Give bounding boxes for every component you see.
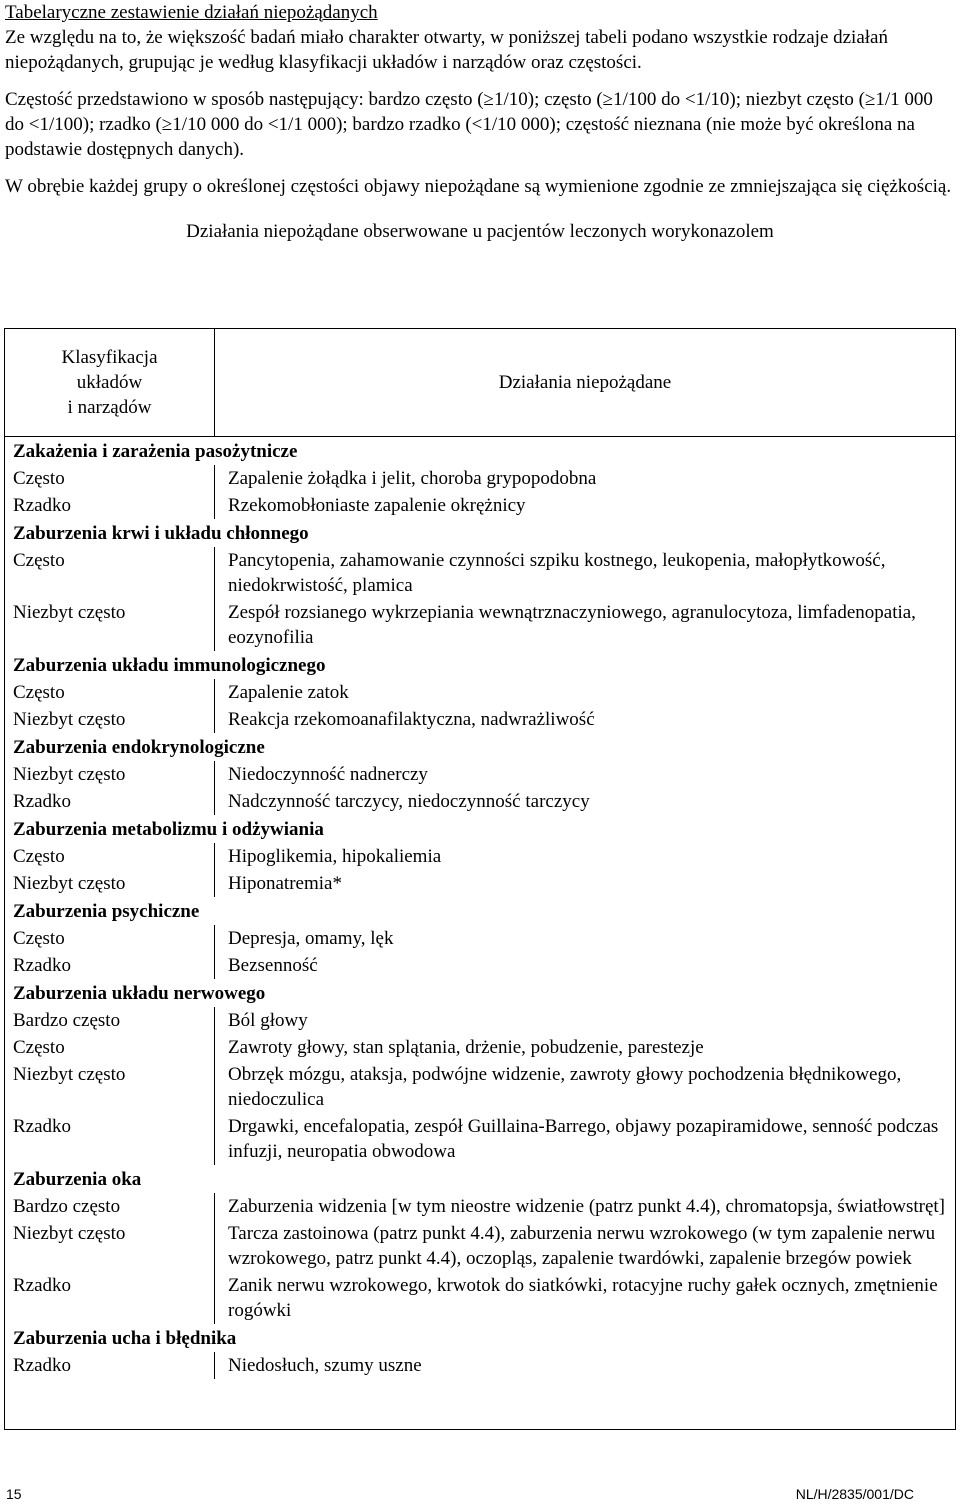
frequency-cell: Rzadko [5, 1352, 215, 1379]
effect-cell: Zapalenie zatok [228, 682, 349, 703]
group-heading: Zaburzenia psychiczne [13, 901, 200, 922]
intro-paragraph-2: Częstość przedstawiono w sposób następujący: bardzo często (≥1/10); często (≥1/100 do <1/10); niezbyt często (≥1/1 000 do <1/100); rzadko (≥1/10 000 do <1/1 000); bardzo rzadko (<1/10 000); częstość nieznana (nie może być określona na podstawie dostępnych danych). [5, 89, 933, 160]
effect-cell: Drgawki, encefalopatia, zespół Guillaina-Barrego, objawy pozapiramidowe, senność podczas infuzji, neuropatia obwodowa [228, 1116, 939, 1162]
group-heading: Zaburzenia metabolizmu i odżywiania [13, 819, 324, 840]
table-row [5, 599, 955, 651]
document-code: NL/H/2835/001/DC [795, 1486, 914, 1502]
frequency-cell: Niezbyt często [5, 870, 215, 897]
table-row [5, 1034, 955, 1061]
frequency-cell: Niezbyt często [5, 599, 215, 651]
table-row [5, 788, 955, 815]
frequency-cell: Niezbyt często [5, 1061, 215, 1113]
group-heading: Zaburzenia układu immunologicznego [13, 655, 326, 676]
table-row [5, 1113, 955, 1165]
frequency-cell: Bardzo często [5, 1007, 215, 1034]
table-row [5, 465, 955, 492]
table-row [5, 1007, 955, 1034]
table-row [5, 1193, 955, 1220]
effect-cell: Tarcza zastoinowa (patrz punkt 4.4), zaburzenia nerwu wzrokowego (w tym zapalenie nerwu wzrokowego, patrz punkt 4.4), oczopląs, zapalenie twardówki, zapalenie brzegów powiek [228, 1223, 936, 1269]
group-heading: Zaburzenia krwi i układu chłonnego [13, 523, 309, 544]
frequency-cell: Niezbyt często [5, 761, 215, 788]
table-caption: Działania niepożądane obserwowane u pacjentów leczonych worykonazolem [186, 221, 774, 242]
frequency-cell: Często [5, 547, 215, 599]
intro-paragraph-1: Ze względu na to, że większość badań miało charakter otwarty, w poniższej tabeli podano wszystkie rodzaje działań niepożądanych, grupując je według klasyfikacji układów i narządów oraz częstości. [5, 27, 888, 73]
frequency-cell: Często [5, 843, 215, 870]
table-row [5, 547, 955, 599]
effect-cell: Bezsenność [228, 955, 318, 976]
effect-cell: Ból głowy [228, 1010, 308, 1031]
effect-cell: Zanik nerwu wzrokowego, krwotok do siatkówki, rotacyjne ruchy gałek ocznych, zmętnienie rogówki [228, 1275, 938, 1321]
header-classification-line-2: układów [76, 372, 143, 393]
table-row [5, 1352, 955, 1379]
frequency-cell: Często [5, 465, 215, 492]
effect-cell: Zapalenie żołądka i jelit, choroba grypopodobna [228, 468, 597, 489]
header-effects-label: Działania niepożądane [498, 372, 672, 393]
frequency-cell: Niezbyt często [5, 1220, 215, 1272]
header-effects [215, 329, 955, 436]
header-classification-line-3: i narządów [67, 397, 152, 418]
adverse-effects-table [4, 328, 956, 1430]
effect-cell: Zaburzenia widzenia [w tym nieostre widzenie (patrz punkt 4.4), chromatopsja, światłowstręt] [228, 1196, 946, 1217]
effect-cell: Hiponatremia* [228, 873, 342, 894]
intro-section [5, 0, 955, 244]
effect-cell: Niedosłuch, szumy uszne [228, 1355, 422, 1376]
effect-cell: Nadczynność tarczycy, niedoczynność tarczycy [228, 791, 590, 812]
table-row [5, 870, 955, 897]
page-number: 15 [6, 1486, 22, 1502]
effect-cell: Obrzęk mózgu, ataksja, podwójne widzenie, zawroty głowy pochodzenia błędnikowego, niedoczulica [228, 1064, 902, 1110]
effect-cell: Niedoczynność nadnerczy [228, 764, 428, 785]
table-row [5, 843, 955, 870]
table-row [5, 679, 955, 706]
frequency-cell: Często [5, 679, 215, 706]
table-row [5, 925, 955, 952]
table-row [5, 952, 955, 979]
table-row [5, 1220, 955, 1272]
header-classification [5, 329, 215, 436]
group-heading: Zaburzenia ucha i błędnika [13, 1328, 237, 1349]
table-row [5, 706, 955, 733]
group-heading: Zaburzenia endokrynologiczne [13, 737, 265, 758]
section-heading: Tabelaryczne zestawienie działań niepożądanych [5, 2, 378, 23]
table-header [5, 329, 955, 437]
effect-cell: Zespół rozsianego wykrzepiania wewnątrznaczyniowego, agranulocytoza, limfadenopatia, eozynofilia [228, 602, 916, 648]
effect-cell: Depresja, omamy, lęk [228, 928, 394, 949]
group-heading: Zakażenia i zarażenia pasożytnicze [13, 441, 298, 462]
table-row [5, 492, 955, 519]
frequency-cell: Często [5, 925, 215, 952]
effect-cell: Reakcja rzekomoanafilaktyczna, nadwrażliwość [228, 709, 595, 730]
group-heading: Zaburzenia układu nerwowego [13, 983, 266, 1004]
effect-cell: Zawroty głowy, stan splątania, drżenie, pobudzenie, parestezje [228, 1037, 704, 1058]
effect-cell: Hipoglikemia, hipokaliemia [228, 846, 442, 867]
table-row [5, 761, 955, 788]
frequency-cell: Rzadko [5, 492, 215, 519]
frequency-cell: Często [5, 1034, 215, 1061]
frequency-cell: Rzadko [5, 1272, 215, 1324]
group-heading: Zaburzenia oka [13, 1169, 142, 1190]
header-classification-line-1: Klasyfikacja [61, 347, 158, 368]
frequency-cell: Niezbyt często [5, 706, 215, 733]
frequency-cell: Rzadko [5, 788, 215, 815]
frequency-cell: Bardzo często [5, 1193, 215, 1220]
table-body [5, 438, 955, 1379]
effect-cell: Rzekomobłoniaste zapalenie okrężnicy [228, 495, 526, 516]
frequency-cell: Rzadko [5, 952, 215, 979]
effect-cell: Pancytopenia, zahamowanie czynności szpiku kostnego, leukopenia, małopłytkowość, niedokrwistość, plamica [228, 550, 886, 596]
table-row [5, 1061, 955, 1113]
table-row [5, 1272, 955, 1324]
intro-paragraph-3: W obrębie każdej grupy o określonej częstości objawy niepożądane są wymienione zgodnie ze zmniejszająca się ciężkością. [5, 176, 952, 197]
frequency-cell: Rzadko [5, 1113, 215, 1165]
